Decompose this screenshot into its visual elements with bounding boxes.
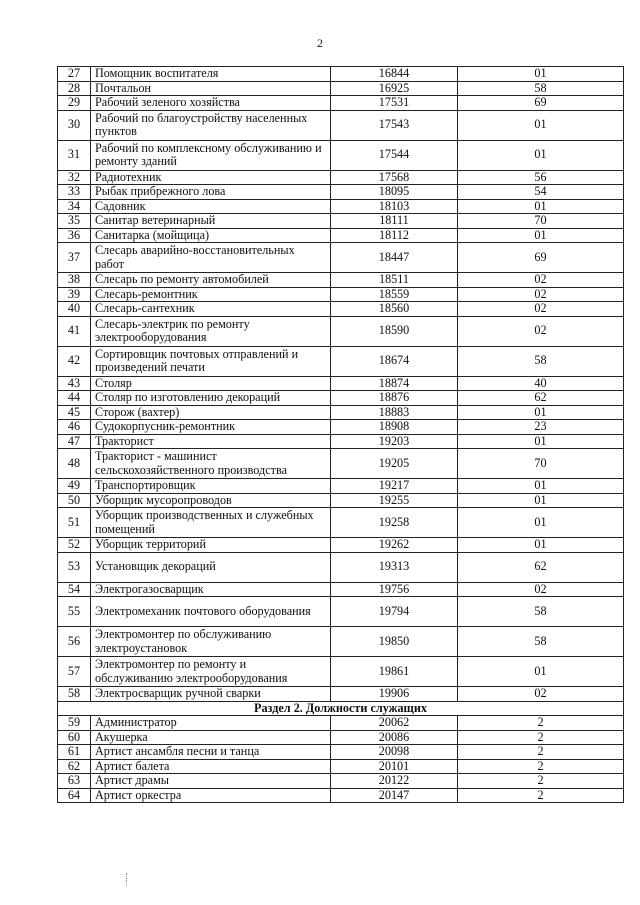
row-number: 31	[58, 140, 91, 170]
table-row	[58, 582, 624, 597]
section-2-title: Раздел 2. Должности служащих	[58, 701, 624, 716]
group-code: 02	[458, 302, 624, 317]
occupation-name: Тракторист	[91, 434, 331, 449]
occupation-code: 19255	[331, 493, 458, 508]
table-row	[58, 273, 624, 288]
row-number: 46	[58, 420, 91, 435]
row-number: 39	[58, 287, 91, 302]
occupation-name: Электрогазосварщик	[91, 582, 331, 597]
occupation-code: 18112	[331, 228, 458, 243]
table-row	[58, 405, 624, 420]
occupation-name: Столяр	[91, 376, 331, 391]
table-row	[58, 552, 624, 582]
occupation-code: 19262	[331, 538, 458, 553]
occupation-name: Сортировщик почтовых отправлений и произведений печати	[91, 346, 331, 376]
table-row	[58, 730, 624, 745]
group-code: 56	[458, 170, 624, 185]
occupation-name: Акушерка	[91, 730, 331, 745]
table-row	[58, 597, 624, 627]
occupation-code: 19313	[331, 552, 458, 582]
occupation-code: 18908	[331, 420, 458, 435]
page-number: 2	[317, 36, 323, 50]
row-number: 49	[58, 479, 91, 494]
table-row	[58, 376, 624, 391]
group-code: 2	[458, 759, 624, 774]
table-row	[58, 538, 624, 553]
group-code: 2	[458, 730, 624, 745]
group-code: 02	[458, 582, 624, 597]
occupation-name: Артист балета	[91, 759, 331, 774]
group-code: 69	[458, 96, 624, 111]
occupation-name: Слесарь по ремонту автомобилей	[91, 273, 331, 288]
occupation-name: Уборщик территорий	[91, 538, 331, 553]
row-number: 40	[58, 302, 91, 317]
row-number: 44	[58, 391, 91, 406]
occupation-name: Слесарь-электрик по ремонту электрооборудования	[91, 316, 331, 346]
table-row	[58, 657, 624, 687]
occupation-name: Установщик декораций	[91, 552, 331, 582]
table-row	[58, 67, 624, 82]
row-number: 34	[58, 199, 91, 214]
table-row	[58, 302, 624, 317]
occupation-code: 18560	[331, 302, 458, 317]
occupation-code: 17568	[331, 170, 458, 185]
occupation-name: Рыбак прибрежного лова	[91, 185, 331, 200]
row-number: 51	[58, 508, 91, 538]
occupation-code: 20062	[331, 716, 458, 731]
group-code: 01	[458, 199, 624, 214]
table-row	[58, 199, 624, 214]
group-code: 02	[458, 687, 624, 702]
occupation-name: Санитарка (мойщица)	[91, 228, 331, 243]
row-number: 32	[58, 170, 91, 185]
section-header-body	[58, 701, 624, 716]
row-number: 41	[58, 316, 91, 346]
table-row	[58, 479, 624, 494]
table-row	[58, 774, 624, 789]
occupations-table	[57, 66, 624, 803]
row-number: 61	[58, 745, 91, 760]
table-row	[58, 140, 624, 170]
occupation-name: Артист ансамбля песни и танца	[91, 745, 331, 760]
occupation-code: 20147	[331, 788, 458, 803]
occupation-code: 16844	[331, 67, 458, 82]
group-code: 62	[458, 552, 624, 582]
occupation-name: Судокорпусник-ремонтник	[91, 420, 331, 435]
group-code: 01	[458, 67, 624, 82]
row-number: 42	[58, 346, 91, 376]
row-number: 64	[58, 788, 91, 803]
occupation-code: 18511	[331, 273, 458, 288]
group-code: 58	[458, 346, 624, 376]
row-number: 52	[58, 538, 91, 553]
occupation-code: 19217	[331, 479, 458, 494]
table-row	[58, 185, 624, 200]
row-number: 54	[58, 582, 91, 597]
table-row	[58, 170, 624, 185]
table-row	[58, 243, 624, 273]
row-number: 60	[58, 730, 91, 745]
occupation-name: Уборщик мусоропроводов	[91, 493, 331, 508]
occupation-code: 20122	[331, 774, 458, 789]
occupation-code: 19850	[331, 627, 458, 657]
table-row	[58, 110, 624, 140]
group-code: 62	[458, 391, 624, 406]
group-code: 70	[458, 449, 624, 479]
occupation-code: 19906	[331, 687, 458, 702]
row-number: 29	[58, 96, 91, 111]
table-row	[58, 346, 624, 376]
occupation-name: Садовник	[91, 199, 331, 214]
table-row	[58, 214, 624, 229]
occupation-name: Рабочий по благоустройству населенных пунктов	[91, 110, 331, 140]
group-code: 01	[458, 493, 624, 508]
scan-mark	[126, 873, 129, 885]
row-number: 63	[58, 774, 91, 789]
row-number: 62	[58, 759, 91, 774]
table-row	[58, 493, 624, 508]
row-number: 37	[58, 243, 91, 273]
occupation-name: Электросварщик ручной сварки	[91, 687, 331, 702]
group-code: 58	[458, 597, 624, 627]
group-code: 69	[458, 243, 624, 273]
occupation-code: 18103	[331, 199, 458, 214]
occupation-code: 19756	[331, 582, 458, 597]
table-row	[58, 788, 624, 803]
group-code: 01	[458, 228, 624, 243]
row-number: 38	[58, 273, 91, 288]
table-body-part2	[58, 716, 624, 803]
table-row	[58, 508, 624, 538]
group-code: 54	[458, 185, 624, 200]
occupation-code: 20086	[331, 730, 458, 745]
occupation-name: Помощник воспитателя	[91, 67, 331, 82]
table-row	[58, 316, 624, 346]
occupation-code: 19258	[331, 508, 458, 538]
group-code: 40	[458, 376, 624, 391]
group-code: 70	[458, 214, 624, 229]
occupation-code: 20098	[331, 745, 458, 760]
table-body-part1	[58, 67, 624, 702]
row-number: 50	[58, 493, 91, 508]
occupation-code: 17544	[331, 140, 458, 170]
row-number: 45	[58, 405, 91, 420]
occupation-name: Радиотехник	[91, 170, 331, 185]
group-code: 2	[458, 745, 624, 760]
section-header-row	[58, 701, 624, 716]
group-code: 58	[458, 81, 624, 96]
occupation-code: 19861	[331, 657, 458, 687]
row-number: 28	[58, 81, 91, 96]
occupation-name: Электромонтер по обслуживанию электроустановок	[91, 627, 331, 657]
table-row	[58, 420, 624, 435]
table-row	[58, 449, 624, 479]
table-row	[58, 96, 624, 111]
group-code: 01	[458, 405, 624, 420]
row-number: 36	[58, 228, 91, 243]
occupation-code: 16925	[331, 81, 458, 96]
occupation-name: Санитар ветеринарный	[91, 214, 331, 229]
occupation-name: Администратор	[91, 716, 331, 731]
occupation-name: Артист драмы	[91, 774, 331, 789]
occupation-code: 18559	[331, 287, 458, 302]
row-number: 59	[58, 716, 91, 731]
occupation-code: 18590	[331, 316, 458, 346]
group-code: 01	[458, 538, 624, 553]
row-number: 33	[58, 185, 91, 200]
row-number: 27	[58, 67, 91, 82]
row-number: 30	[58, 110, 91, 140]
table-row	[58, 745, 624, 760]
row-number: 48	[58, 449, 91, 479]
occupation-name: Транспортировщик	[91, 479, 331, 494]
occupation-code: 18674	[331, 346, 458, 376]
occupation-code: 18874	[331, 376, 458, 391]
table-row	[58, 716, 624, 731]
occupation-code: 18111	[331, 214, 458, 229]
occupation-code: 17531	[331, 96, 458, 111]
group-code: 2	[458, 788, 624, 803]
occupation-code: 18447	[331, 243, 458, 273]
row-number: 56	[58, 627, 91, 657]
row-number: 57	[58, 657, 91, 687]
occupation-code: 18883	[331, 405, 458, 420]
group-code: 2	[458, 774, 624, 789]
group-code: 01	[458, 140, 624, 170]
occupation-code: 18876	[331, 391, 458, 406]
occupation-code: 19203	[331, 434, 458, 449]
occupation-name: Электромеханик почтового оборудования	[91, 597, 331, 627]
row-number: 43	[58, 376, 91, 391]
occupation-code: 19205	[331, 449, 458, 479]
row-number: 35	[58, 214, 91, 229]
occupation-code: 17543	[331, 110, 458, 140]
group-code: 01	[458, 110, 624, 140]
occupation-code: 20101	[331, 759, 458, 774]
group-code: 2	[458, 716, 624, 731]
table-row	[58, 81, 624, 96]
group-code: 58	[458, 627, 624, 657]
group-code: 01	[458, 657, 624, 687]
occupation-name: Слесарь-сантехник	[91, 302, 331, 317]
occupation-name: Слесарь-ремонтник	[91, 287, 331, 302]
table-row	[58, 627, 624, 657]
occupation-code: 19794	[331, 597, 458, 627]
table-row	[58, 759, 624, 774]
group-code: 01	[458, 479, 624, 494]
table-row	[58, 391, 624, 406]
occupation-name: Почтальон	[91, 81, 331, 96]
row-number: 58	[58, 687, 91, 702]
group-code: 01	[458, 508, 624, 538]
row-number: 55	[58, 597, 91, 627]
occupation-name: Уборщик производственных и служебных помещений	[91, 508, 331, 538]
table-row	[58, 228, 624, 243]
row-number: 47	[58, 434, 91, 449]
occupation-name: Тракторист - машинист сельскохозяйственного производства	[91, 449, 331, 479]
group-code: 01	[458, 434, 624, 449]
occupation-name: Столяр по изготовлению декораций	[91, 391, 331, 406]
table-row	[58, 287, 624, 302]
occupation-name: Рабочий зеленого хозяйства	[91, 96, 331, 111]
group-code: 02	[458, 273, 624, 288]
table-row	[58, 434, 624, 449]
group-code: 02	[458, 316, 624, 346]
occupation-name: Сторож (вахтер)	[91, 405, 331, 420]
occupation-name: Слесарь аварийно-восстановительных работ	[91, 243, 331, 273]
occupation-name: Рабочий по комплексному обслуживанию и ремонту зданий	[91, 140, 331, 170]
occupation-code: 18095	[331, 185, 458, 200]
group-code: 02	[458, 287, 624, 302]
table-row	[58, 687, 624, 702]
occupation-name: Артист оркестра	[91, 788, 331, 803]
row-number: 53	[58, 552, 91, 582]
occupation-name: Электромонтер по ремонту и обслуживанию электрооборудования	[91, 657, 331, 687]
group-code: 23	[458, 420, 624, 435]
